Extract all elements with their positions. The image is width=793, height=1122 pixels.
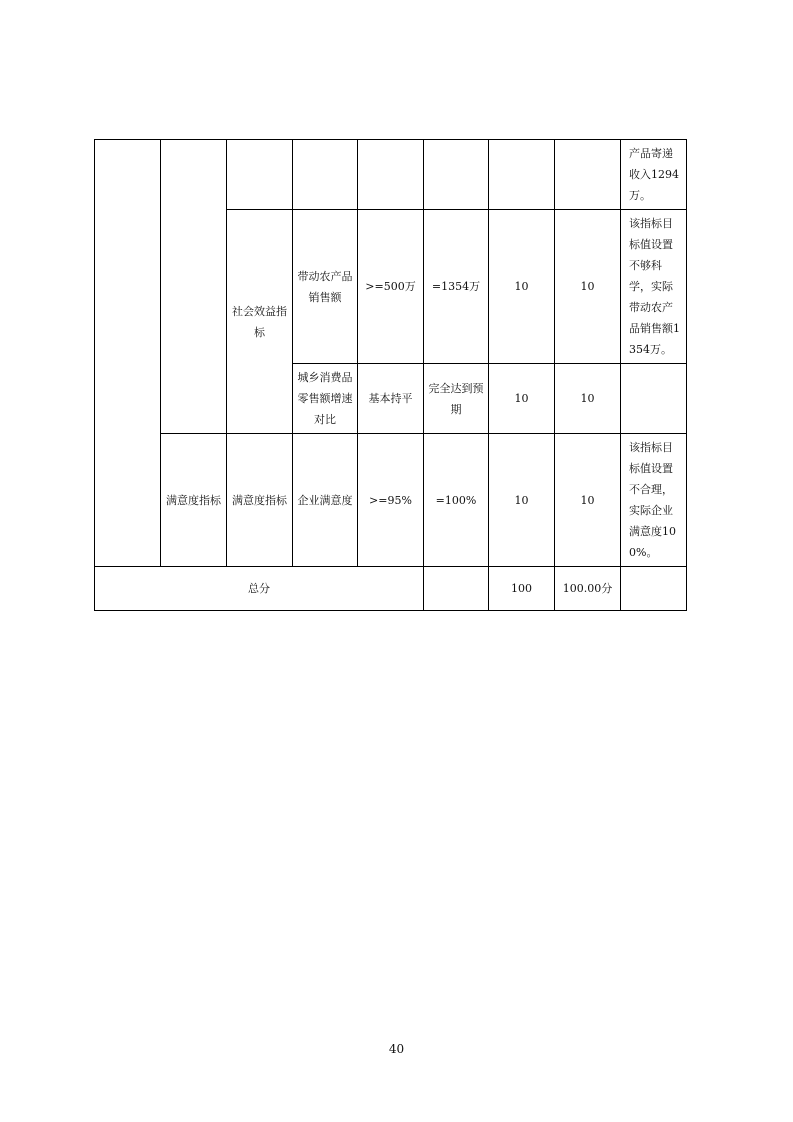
cell-category	[95, 140, 161, 567]
cell-actual	[424, 140, 489, 210]
cell-indicator-1: 满意度指标	[161, 434, 227, 567]
cell-indicator-2: 满意度指标	[227, 434, 293, 567]
cell-note: 产品寄递收入1294万。	[621, 140, 687, 210]
cell-indicator-1	[161, 140, 227, 434]
cell-note: 该指标目标值设置不够科学，实际带动农产品销售额1354万。	[621, 210, 687, 364]
cell-weight	[489, 140, 555, 210]
cell-note	[621, 364, 687, 434]
cell-target: >=500万	[358, 210, 424, 364]
cell-score: 10	[555, 210, 621, 364]
cell-note	[621, 567, 687, 611]
cell-target: >=95%	[358, 434, 424, 567]
cell-target: 基本持平	[358, 364, 424, 434]
cell-score: 10	[555, 364, 621, 434]
cell-indicator-3: 企业满意度	[293, 434, 358, 567]
cell-score: 100.00分	[555, 567, 621, 611]
cell-actual: 完全达到预期	[424, 364, 489, 434]
cell-actual: =100%	[424, 434, 489, 567]
table-row	[95, 140, 687, 210]
cell-target	[358, 140, 424, 210]
cell-actual: =1354万	[424, 210, 489, 364]
cell-weight: 10	[489, 364, 555, 434]
page-number: 40	[388, 1042, 405, 1056]
cell-actual	[424, 567, 489, 611]
table-row	[95, 434, 687, 567]
cell-total-label: 总分	[95, 567, 424, 611]
cell-weight: 100	[489, 567, 555, 611]
cell-weight: 10	[489, 434, 555, 567]
cell-indicator-3: 带动农产品销售额	[293, 210, 358, 364]
cell-indicator-3	[293, 140, 358, 210]
cell-score	[555, 140, 621, 210]
cell-note: 该指标目标值设置不合理，实际企业满意度100%。	[621, 434, 687, 567]
cell-indicator-3: 城乡消费品零售额增速对比	[293, 364, 358, 434]
table-row-total	[95, 567, 687, 611]
cell-score: 10	[555, 434, 621, 567]
cell-weight: 10	[489, 210, 555, 364]
cell-indicator-2	[227, 140, 293, 210]
cell-indicator-2: 社会效益指标	[227, 210, 293, 434]
performance-table	[94, 139, 687, 611]
